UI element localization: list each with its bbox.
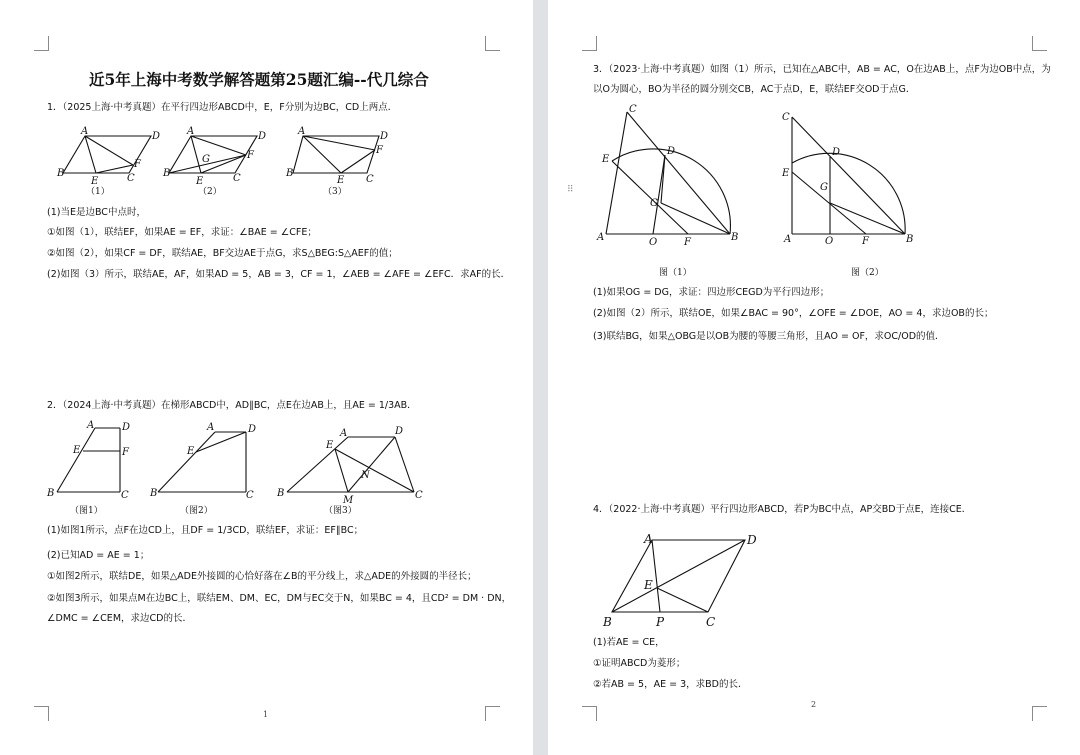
svg-text:B: B (603, 615, 612, 629)
q1-figure-3-caption: （3） (323, 187, 347, 197)
q3-figure-2-caption: 图（2） (851, 268, 884, 278)
margin-corner-mark (485, 36, 500, 51)
question-3-stem-line-2: 以O为圆心，BO为半径的圆分别交CB，AC于点D，E，联结EF交OD于点G． (593, 84, 916, 95)
svg-text:B: B (277, 488, 285, 499)
svg-text:F: F (122, 447, 129, 458)
svg-text:B: B (47, 488, 55, 499)
svg-text:N: N (361, 470, 370, 481)
svg-text:A: A (207, 422, 215, 433)
svg-text:G: G (820, 182, 828, 193)
svg-text:C: C (629, 104, 637, 115)
svg-text:C: C (366, 174, 374, 185)
svg-text:O: O (649, 237, 658, 248)
question-2-part-2b: ②如图3所示，如果点M在边BC上，联结EM、DM、EC，DM与EC交于N，如果BC = 4，且CD² = DM · DN， (47, 593, 512, 604)
q1-fig1-label-A: A (81, 126, 89, 137)
svg-text:G: G (202, 154, 210, 165)
margin-corner-mark (34, 706, 49, 721)
six-dot-grip-icon[interactable]: ⠿ (567, 185, 573, 195)
svg-text:E: E (602, 154, 610, 165)
svg-text:G: G (650, 198, 658, 209)
question-1-part-1: (1)当E是边BC中点时， (47, 207, 146, 218)
question-2-part-2b-cont: ∠DMC = ∠CEM，求边CD的长． (47, 613, 192, 624)
question-3-part-2: (2)如图（2）所示，联结OE，如果∠BAC = 90°，∠OFE = ∠DOE，AO = 4，求边OB的长； (593, 308, 994, 319)
q1-figure-2 (163, 128, 273, 188)
margin-corner-mark (582, 36, 597, 51)
svg-text:F: F (684, 237, 691, 248)
svg-text:B: B (150, 488, 158, 499)
svg-text:A: A (340, 428, 348, 439)
svg-text:D: D (380, 131, 389, 142)
q2-figure-1-caption: （图1） (70, 506, 103, 516)
svg-text:D: D (248, 424, 257, 435)
svg-text:D: D (832, 147, 841, 158)
margin-corner-mark (582, 706, 597, 721)
svg-text:F: F (376, 145, 383, 156)
svg-text:E: E (73, 445, 81, 456)
svg-text:B: B (57, 168, 65, 179)
page-number: 1 (263, 710, 269, 719)
document-title: 近5年上海中考数学解答题第25题汇编--代几综合 (89, 70, 429, 89)
svg-text:O: O (825, 236, 834, 247)
question-2-part-1: (1)如图1所示，点F在边CD上，且DF = 1/3CD，联结EF，求证：EF∥BC； (47, 525, 364, 536)
svg-text:F: F (247, 150, 254, 161)
question-2-part-2: (2)已知AD = AE = 1； (47, 550, 150, 561)
svg-text:A: A (784, 234, 792, 245)
svg-text:C: C (233, 173, 241, 184)
margin-corner-mark (34, 36, 49, 51)
margin-corner-mark (1032, 36, 1047, 51)
q1-figure-3 (286, 126, 399, 188)
question-3-part-3: (3)联结BG，如果△OBG是以OB为腰的等腰三角形，且AO = OF，求OC/OD的值． (593, 331, 945, 342)
svg-text:C: C (127, 173, 135, 184)
svg-text:D: D (122, 422, 131, 433)
svg-text:F: F (862, 236, 869, 247)
svg-text:D: D (152, 131, 161, 142)
margin-corner-mark (485, 706, 500, 721)
q2-figure-1 (45, 420, 135, 501)
q3-figure-1-caption: 图（1） (659, 268, 692, 278)
q1-figure-2-caption: （2） (198, 187, 222, 197)
svg-text:E: E (337, 175, 345, 186)
q2-figure-3 (277, 420, 427, 506)
q2-figure-3-caption: （图3） (324, 506, 357, 516)
svg-text:B: B (906, 234, 914, 245)
svg-text:C: C (246, 490, 254, 501)
q2-figure-2 (150, 420, 260, 501)
document-page-2 (548, 0, 1080, 755)
svg-text:P: P (656, 615, 665, 629)
svg-text:E: E (91, 176, 99, 187)
svg-text:D: D (395, 426, 404, 437)
svg-text:A: A (187, 126, 195, 137)
page-gutter (533, 0, 548, 755)
q3-figure-1 (593, 100, 743, 248)
q1-figure-1 (57, 128, 167, 188)
question-4-part-1: (1)若AE = CE， (593, 637, 665, 648)
svg-text:D: D (667, 146, 676, 157)
svg-text:D: D (747, 533, 757, 547)
question-1-part-2: (2)如图（3）所示，联结AE，AF，如果AD = 5，AB = 3，CF = 1，∠AEB = ∠AFE = ∠EFC．求AF的长． (47, 269, 511, 280)
svg-text:B: B (163, 168, 171, 179)
svg-text:C: C (706, 615, 716, 629)
svg-text:E: E (187, 446, 195, 457)
svg-text:E: E (196, 176, 204, 187)
question-3-part-1: (1)如果OG = DG，求证：四边形CEGD为平行四边形； (593, 287, 830, 298)
svg-text:C: C (415, 490, 423, 501)
svg-text:M: M (343, 495, 354, 506)
question-1-stem: 1．（2025上海·中考真题）在平行四边形ABCD中，E，F分别为边BC，CD上两点． (47, 102, 398, 113)
q4-figure (598, 528, 778, 628)
svg-text:E: E (782, 168, 790, 179)
q2-figure-2-caption: （图2） (180, 506, 213, 516)
q1-figure-1-caption: （1） (86, 187, 110, 197)
svg-text:F: F (134, 159, 141, 170)
svg-text:C: C (782, 112, 790, 123)
question-3-stem-line-1: 3．（2023·上海·中考真题）如图（1）所示，已知在△ABC中，AB = AC，O在边AB上，点F为边OB中点，为 (593, 64, 1051, 75)
document-page-1 (0, 0, 533, 755)
svg-text:A: A (298, 126, 306, 137)
margin-corner-mark (1032, 706, 1047, 721)
svg-text:D: D (258, 131, 267, 142)
question-4-part-1b: ②若AB = 5，AE = 3，求BD的长． (593, 679, 748, 690)
svg-text:A: A (87, 420, 95, 431)
svg-text:B: B (286, 168, 294, 179)
question-4-stem: 4．（2022·上海·中考真题）平行四边形ABCD，若P为BC中点，AP交BD于点E，连接CE． (593, 504, 972, 515)
question-2-stem: 2．（2024上海·中考真题）在梯形ABCD中，AD∥BC，点E在边AB上，且AE = 1/3AB． (47, 400, 417, 411)
svg-text:A: A (597, 232, 605, 243)
question-2-part-2a: ①如图2所示，联结DE，如果△ADE外接圆的心恰好落在∠B的平分线上，求△ADE的外接圆的半径长； (47, 571, 477, 582)
svg-text:A: A (644, 532, 653, 546)
svg-text:E: E (326, 440, 334, 451)
svg-text:B: B (731, 232, 739, 243)
svg-text:E: E (644, 578, 653, 592)
question-4-part-1a: ①证明ABCD为菱形； (593, 658, 686, 669)
question-1-part-1b: ②如图（2），如果CF = DF，联结AE，BF交边AE于点G，求S△BEG:S△AEF的值； (47, 248, 398, 259)
q3-figure-2 (780, 100, 920, 245)
svg-text:C: C (121, 490, 129, 501)
question-1-part-1a: ①如图（1），联结EF，如果AE = EF，求证：∠BAE = ∠CFE； (47, 227, 317, 238)
page-number: 2 (811, 700, 817, 709)
